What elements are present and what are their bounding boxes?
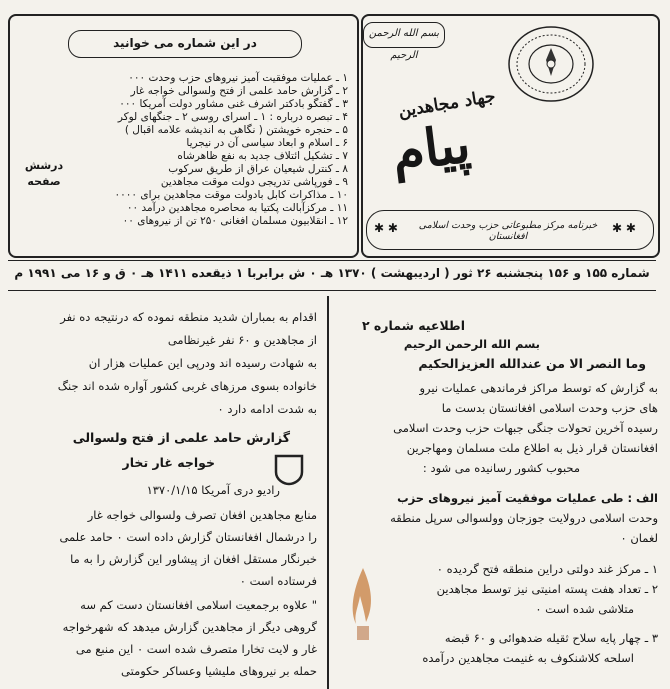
announcement-verse: وما النصر الا من عندالله العزیزالحکیم <box>418 356 646 371</box>
paragraph-line: گروهی دیگر از مجاهدین گزارش میدهد که شهرخواجه <box>62 620 317 634</box>
masthead-bismillah: بسم الله الرحمن الرحيم <box>363 22 445 48</box>
contents-item: ۸ ـ کنترل شیعیان عراق از طریق سرکوب <box>168 163 348 175</box>
paragraph-line: محبوب کشور رسانیده می شود : <box>422 461 580 475</box>
paragraph-line: های حزب وحدت اسلامی افغانستان بدست ما <box>441 401 658 415</box>
list-item: ۳ ـ چهار پایه سلاح ثقیله ضدهوائی و ۶۰ قبضه <box>444 631 658 645</box>
paragraph-line: از مجاهدین و ۶۰ نفر غیرنظامی <box>167 333 317 347</box>
contents-heading: در این شماره می خوانید <box>68 30 302 58</box>
issue-rule-top <box>8 260 656 261</box>
masthead-tagline: خبرنامه مرکز مطبوعاتی حزب وحدت اسلامی افغانستان <box>418 220 598 242</box>
contents-item: ۹ ـ فورپاشی تدریجی دولت موقت مجاهدین <box>160 176 348 188</box>
paragraph-line: رسیده آخرین تحولات جنگی جبهات حزب وحدت اسلامی <box>393 421 658 435</box>
paragraph-line: افغانستان قرار ذیل به اطلاع ملت مسلمان ومهاجرین <box>406 441 658 455</box>
contents-item: ۱۰ ـ مذاکرات کابل بادولت موقت مجاهدین برای ۰۰۰۰ <box>114 189 348 201</box>
dateline: رادیو دری آمریکا ۱۳۷۰/۱/۱۵ <box>146 483 280 497</box>
contents-item: ۱۲ ـ انقلابیون مسلمان افغانی ۲۵۰ تن از نیروهای ۰۰ <box>122 215 348 227</box>
list-item: متلاشی شده است ۰ <box>535 602 634 616</box>
announcement-bismillah: بسم الله الرحمن الرحیم <box>403 337 540 351</box>
contents-item: ۱۱ ـ مرکزآبالت پکتیا به محاصره مجاهدین درآمد ۰۰ <box>126 202 348 214</box>
column-divider <box>327 296 329 689</box>
report-title: گزارش حامد علمی از فتح ولسوالی <box>72 430 290 445</box>
page-count-label: درشش صفحه <box>24 159 64 188</box>
emblem-seal-icon <box>506 24 596 104</box>
paragraph-line: غار و لایت تخارا متصرف شده است ۰ این منبع می <box>75 642 317 656</box>
paragraph-line: به شهادت رسیده اند ودرپی این عملیات هزار ان <box>88 356 317 370</box>
contents-item: ۲ ـ گزارش حامد علمی از فتح ولسوالی خواجه غار <box>130 85 348 97</box>
paragraph-line: وحدت اسلامی درولایت جوزجان وولسوالی سرپل منطقه <box>390 511 658 525</box>
paragraph-line: خبرنگار مستقل افغان از پیشاور این گزارش را به ما <box>70 552 317 566</box>
list-item: ۱ ـ مرکز غند دولتی دراین منطقه فتح گردیده ۰ <box>436 562 658 576</box>
list-item: اسلحه کلاشنکوف به غنیمت مجاهدین درآمده <box>422 651 634 665</box>
contents-item: ۶ ـ اسلام و ابعاد سیاسی آن در نیجریا <box>186 137 348 149</box>
report-subtitle: خواجه غار تخار <box>122 455 215 470</box>
paragraph-line: حمله بر نیروهای ملیشیا وعساکر حکومتی <box>121 664 317 678</box>
star-icon: ✱ ✱ <box>612 221 636 235</box>
contents-item: ۱ ـ عملیات موفقیت آمیز نیروهای حزب وحدت ۰۰۰ <box>128 72 348 84</box>
contents-item: ۷ ـ تشکیل ائتلاف جدید به نفع ظاهرشاه <box>177 150 348 162</box>
section-heading: الف : طی عملیات موفقیت آمیز نیروهای حزب <box>397 491 658 505</box>
shield-icon <box>272 452 306 486</box>
contents-item: ۳ ـ گفتگو بادکتر اشرف غنی مشاور دولت آمریکا ۰۰۰ <box>119 98 348 110</box>
paragraph-line: را درشمال افغانستان گزارش داده است ۰ حامد علمی <box>59 530 317 544</box>
paragraph-line: لغمان ۰ <box>620 531 658 545</box>
star-icon: ✱ ✱ <box>374 221 398 235</box>
paragraph-line: به گزارش که توسط مراکز فرماندهی عملیات نیرو <box>419 381 658 395</box>
contents-item: ۴ ـ تبصره درباره : ۱ ـ اسرای روسی ۲ ـ جنگهای لوکر <box>117 111 348 123</box>
paragraph-line: به شدت ادامه دارد ۰ <box>217 402 317 416</box>
announcement-title: اطلاعیه شماره ۲ <box>361 318 465 333</box>
paragraph-line: اقدام به بمباران شدید منطقه نموده که درنتیجه ده نفر <box>60 310 317 324</box>
contents-item: ۵ ـ حنجره خویشتن ( نگاهی به اندیشه علامه اقبال ) <box>124 124 348 136</box>
issue-date-line: شماره ۱۵۵ و ۱۵۶ پنجشنبه ۲۶ ثور ( اردیبهشت ) ۱۳۷۰ هـ ۰ ش برابربا ۱ ذیقعده ۱۴۱۱ هـ ۰ ق و ۱۶ می ۱۹۹۱ م <box>14 266 650 280</box>
issue-rule-bottom <box>8 290 656 291</box>
masthead-title: پیام <box>388 113 474 184</box>
masthead-subtitle: جهاد مجاهدین <box>397 86 497 122</box>
paragraph-line: " علاوه برجمعیت اسلامی افغانستان دست کم سه <box>80 598 317 612</box>
list-item: ۲ ـ تعداد هفت پسته امنیتی نیز توسط مجاهدین <box>436 582 658 596</box>
flame-watermark-icon <box>350 566 376 642</box>
paragraph-line: خانواده بسوی مرزهای غربی کشور آواره شده اند جنگ <box>57 379 317 393</box>
paragraph-line: فرستاده است ۰ <box>239 574 317 588</box>
paragraph-line: منابع مجاهدین افغان تصرف ولسوالی خواجه غار <box>87 508 317 522</box>
